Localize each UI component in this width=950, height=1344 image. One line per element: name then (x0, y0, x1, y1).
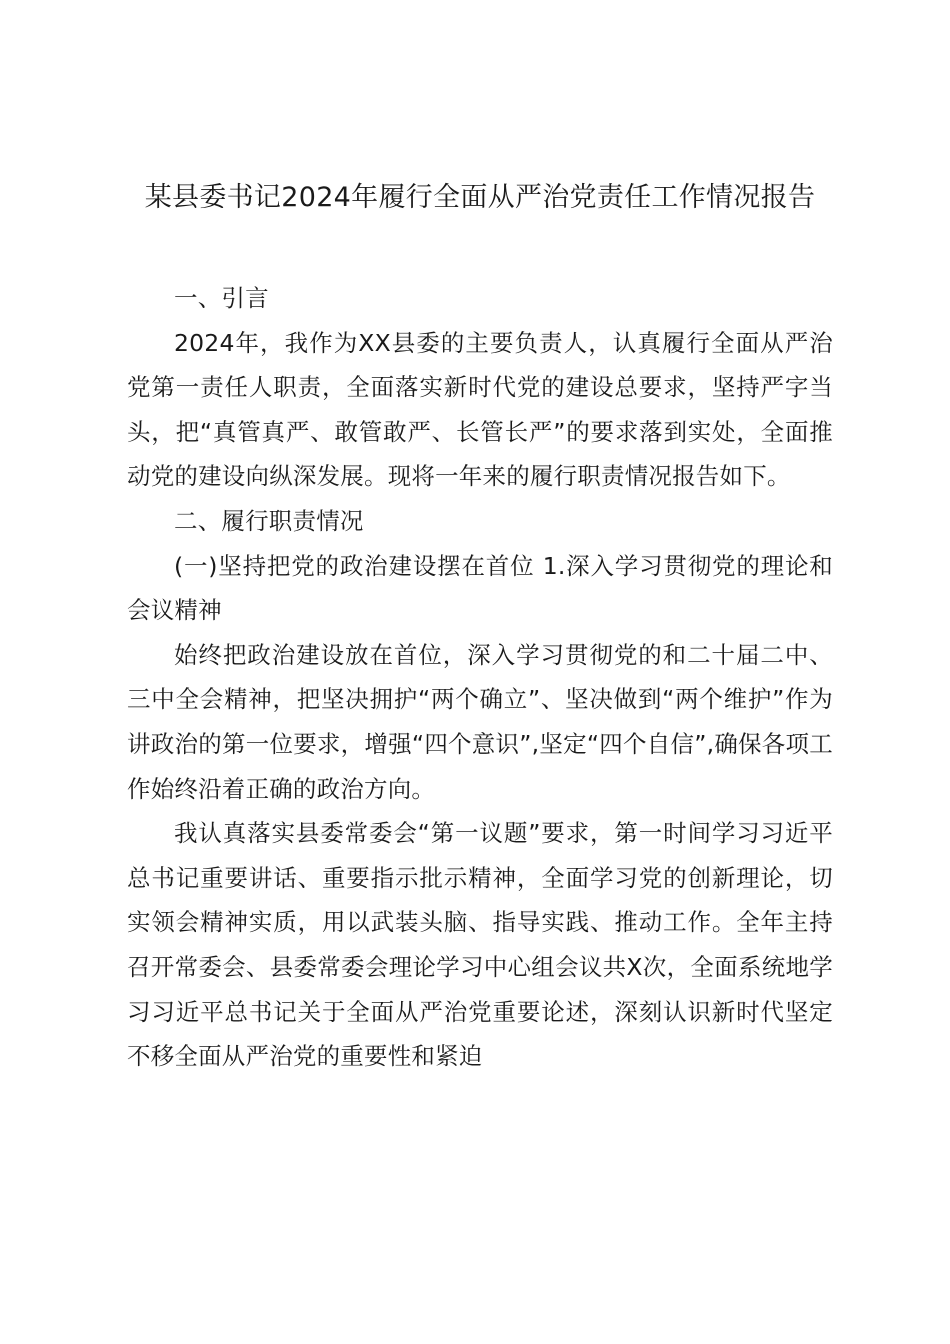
section-heading-duties: 二、履行职责情况 (174, 506, 364, 535)
document-title: 某县委书记2024年履行全面从严治党责任工作情况报告 (144, 182, 816, 213)
paragraph-first-topic: 我认真落实县委常委会“第一议题”要求，第一时间学习习近平总书记重要讲话、重要指示批示精神，全面学习党的创新理论，切实领会精神实质，用以武装头脑、指导实践、推动工作。全年主持召开常委会、县委常委会理论学习中心组会议共X次，全面系统地学习习近平总书记关于全面从严治党重要论述，深刻认识新时代坚定不移全面从严治党的重要性和紧迫 (127, 819, 833, 1071)
paragraph-political-building: 始终把政治建设放在首位，深入学习贯彻党的和二十届二中、三中全会精神，把坚决拥护“两个确立”、坚决做到“两个维护”作为讲政治的第一位要求，增强“四个意识”,坚定“四个自信”,确保各项工作始终沿着正确的政治方向。 (127, 640, 833, 803)
section-heading-introduction: 一、引言 (174, 284, 269, 312)
document-body (127, 276, 833, 1079)
paragraph-intro: 2024年，我作为XX县委的主要负责人，认真履行全面从严治党第一责任人职责，全面落实新时代党的建设总要求，坚持严字当头，把“真管真严、敢管敢严、长管长严”的要求落到实处，全面推动党的建设向纵深发展。现将一年来的履行职责情况报告如下。 (127, 328, 833, 491)
subsection-heading: (一)坚持把党的政治建设摆在首位 1.深入学习贯彻党的理论和会议精神 (127, 551, 833, 625)
